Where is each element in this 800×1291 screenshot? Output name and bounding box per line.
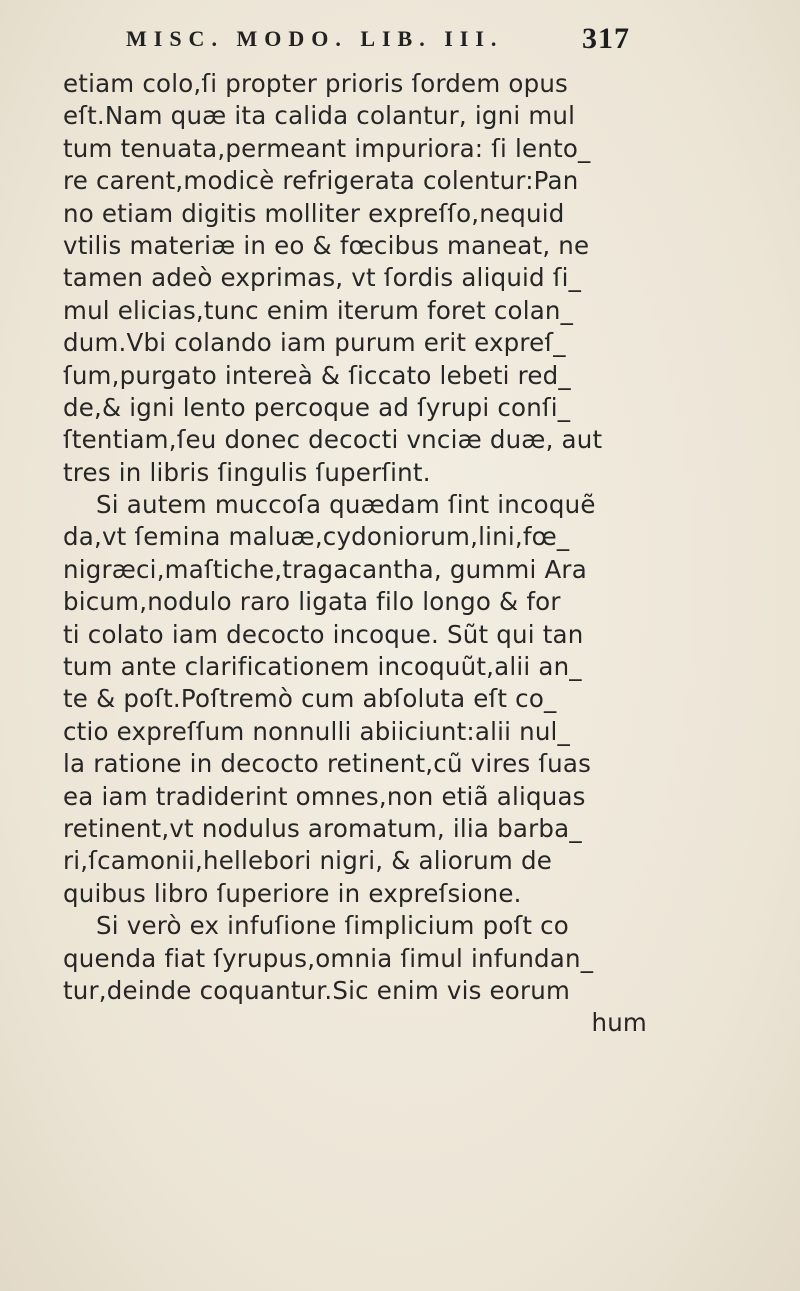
text-line: ſtentiam,ſeu donec decocti vnciæ duæ, aut	[63, 425, 603, 455]
text-line: dum.Vbi colando iam purum erit expreſ_	[63, 328, 566, 358]
text-line: tres in libris ſingulis ſuperſint.	[63, 457, 431, 487]
text-line: tur,deinde coquantur.Sic enim vis eorum	[63, 975, 571, 1005]
text-line: ſum,purgato intereà & ſiccato lebeti red_	[63, 360, 571, 390]
text-line: tum ante clarificationem incoquũt,alii an_	[63, 652, 582, 682]
text-line: quenda fiat ſyrupus,omnia ſimul infundan_	[63, 943, 594, 973]
page-number: 317	[582, 22, 630, 55]
running-head: MISC. MODO. LIB. III.	[126, 26, 504, 51]
text-line: ri,ſcamonii,hellebori nigri, & aliorum de	[63, 846, 552, 876]
text-line: bicum,nodulo raro ligata filo longo & for	[63, 587, 561, 617]
text-line: te & poſt.Poſtremò cum abſoluta eſt co_	[63, 684, 557, 714]
text-line: nigræci,maſtiche,tragacantha, gummi Ara	[63, 554, 587, 584]
text-line: mul elicias,tunc enim iterum foret colan_	[63, 295, 574, 325]
page-header	[0, 20, 800, 60]
text-line: retinent,vt nodulus aromatum, ilia barba_	[63, 813, 582, 843]
text-line: tum tenuata,permeant impuriora: ſi lento_	[63, 133, 591, 163]
body-text	[63, 68, 653, 1040]
text-line: da,vt ſemina maluæ,cydoniorum,lini,fœ_	[63, 522, 570, 552]
text-line: de,& igni lento percoque ad ſyrupi conſi_	[63, 392, 571, 422]
text-line: etiam colo,ſi propter prioris ſordem opus	[63, 69, 569, 98]
text-line: ti colato iam decocto incoque. Sũt qui tan	[63, 619, 584, 649]
text-line: vtilis materiæ in eo & fœcibus maneat, ne	[63, 230, 590, 260]
text-line: ctio expreſſum nonnulli abiiciunt:alii nul_	[63, 716, 571, 746]
text-line: no etiam digitis molliter expreſſo,nequid	[63, 198, 565, 228]
text-line: tamen adeò exprimas, vt ſordis aliquid ſi_	[63, 263, 582, 293]
paragraph-first-line: Si verò ex infuſione ſimplicium poſt co	[96, 911, 570, 941]
text-line: re carent,modicè refrigerata colentur:Pan	[63, 166, 579, 196]
catchword: hum	[591, 1008, 647, 1038]
paragraph-first-line: Si autem muccoſa quædam ſint incoquẽ	[96, 490, 596, 520]
text-line: eſt.Nam quæ ita calida colantur, igni mul	[63, 101, 576, 131]
text-line: ea iam tradiderint omnes,non etiã aliquas	[63, 781, 586, 811]
text-line: quibus libro ſuperiore in expreſsione.	[63, 878, 522, 908]
text-line: la ratione in decocto retinent,cũ vires ſuas	[63, 749, 592, 779]
